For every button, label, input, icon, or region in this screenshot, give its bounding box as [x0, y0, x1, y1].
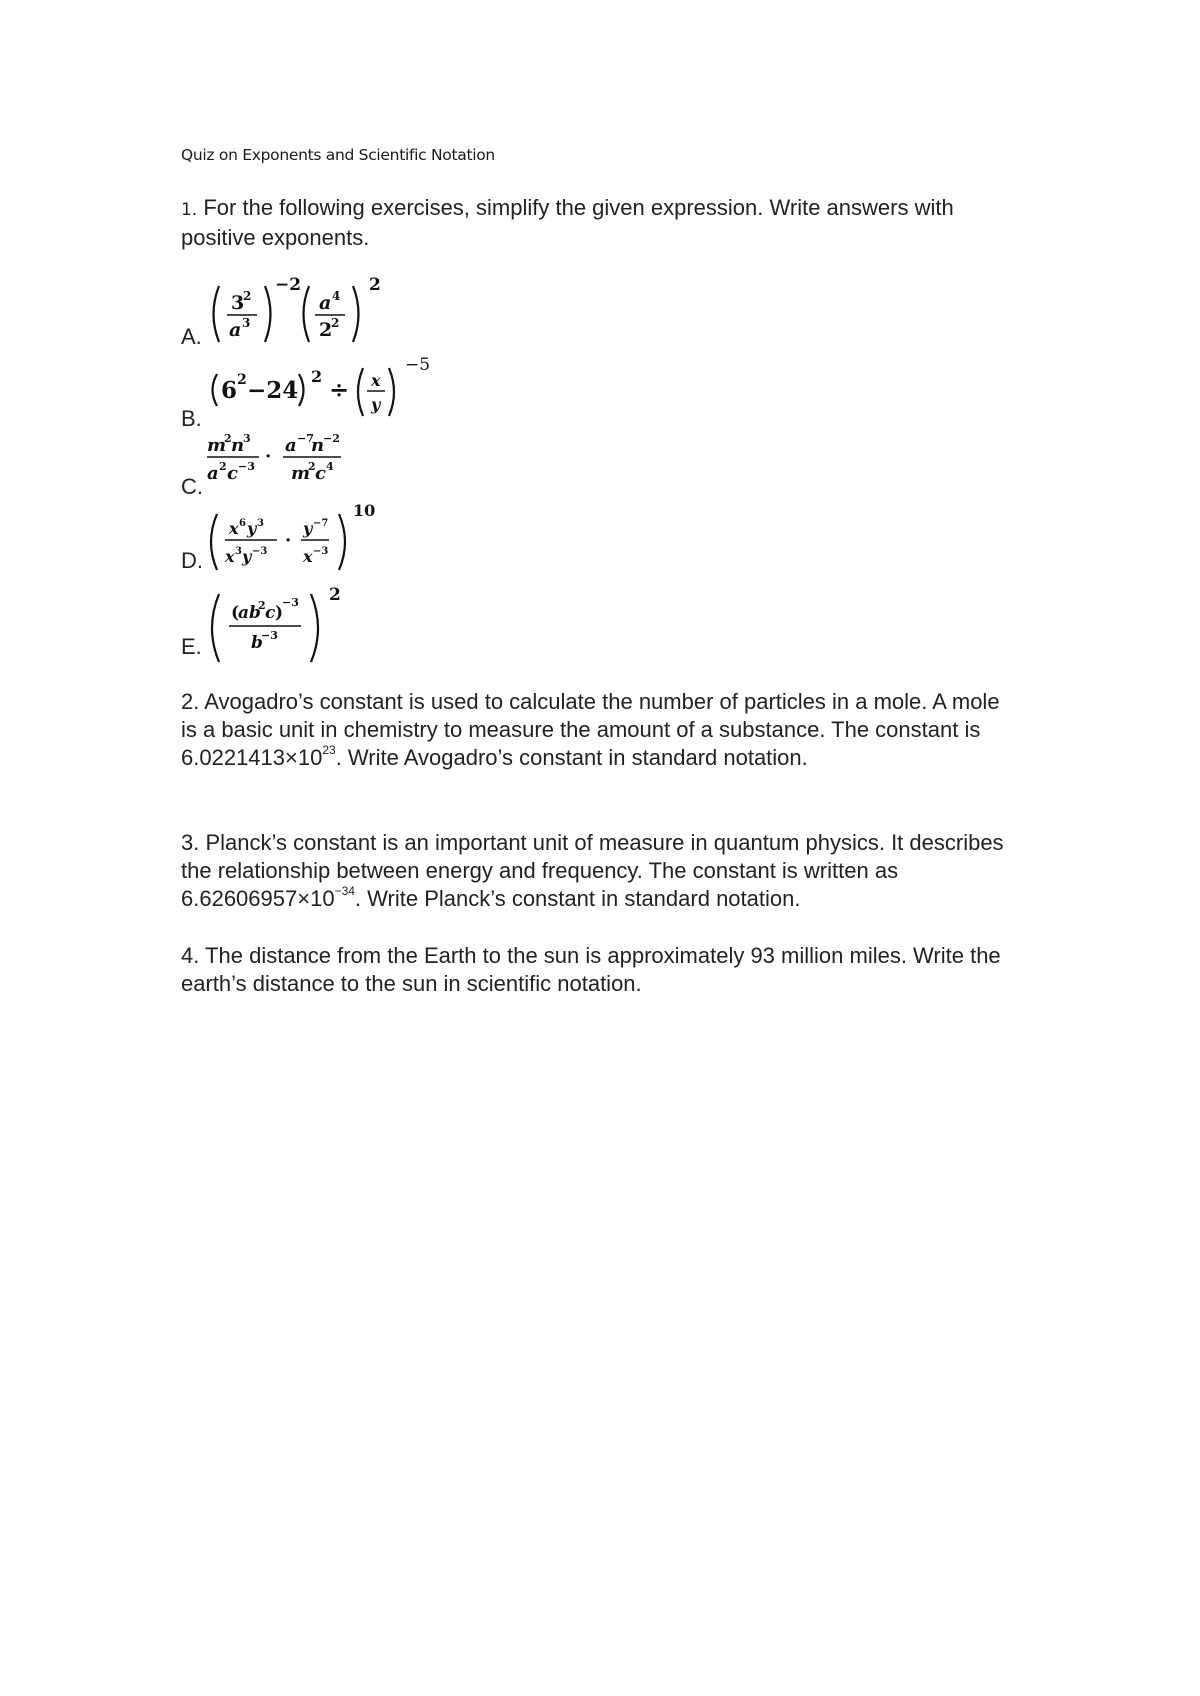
question-2-text-after: . Write Avogadro’s constant in standard notation.: [335, 745, 808, 770]
item-b-label: B.: [181, 406, 202, 431]
svg-text:x: x: [225, 547, 235, 566]
question-1-item-c: [181, 428, 581, 500]
svg-text:x: x: [371, 371, 381, 390]
item-c-label: C.: [181, 474, 203, 499]
svg-text:ab: ab: [238, 603, 261, 623]
question-1-item-a: [181, 275, 581, 350]
svg-text:−7: −7: [297, 432, 314, 445]
svg-text:c: c: [265, 603, 276, 623]
question-3-exponent: −34: [334, 883, 355, 898]
svg-text:b: b: [251, 633, 263, 653]
svg-text:m: m: [291, 463, 311, 484]
question-3: [181, 829, 1021, 913]
svg-text:a: a: [319, 292, 332, 314]
question-1-item-b: [181, 355, 581, 432]
svg-text:2: 2: [308, 460, 316, 473]
svg-text:−5: −5: [405, 355, 431, 375]
svg-text:−2: −2: [323, 432, 340, 445]
svg-text:3: 3: [235, 546, 242, 557]
svg-text:2: 2: [369, 275, 381, 295]
item-d-label: D.: [181, 548, 203, 573]
svg-text:−3: −3: [261, 629, 278, 642]
svg-text:−3: −3: [282, 596, 299, 609]
question-1: [181, 194, 1021, 252]
item-c-expression: [207, 428, 427, 488]
item-b-expression: [207, 355, 457, 420]
svg-text:·: ·: [265, 446, 272, 467]
svg-text:−3: −3: [252, 546, 268, 557]
svg-text:2: 2: [331, 316, 340, 330]
svg-text:y: y: [303, 519, 313, 538]
svg-text:−24: −24: [247, 377, 299, 404]
question-2-exponent: 23: [322, 742, 336, 757]
svg-text:a: a: [229, 319, 242, 341]
svg-text:c: c: [227, 463, 238, 484]
question-1-item-d: [181, 502, 581, 574]
svg-text:c: c: [315, 463, 326, 484]
svg-text:10: 10: [353, 501, 376, 520]
svg-text:a: a: [207, 463, 219, 484]
svg-text:y: y: [371, 395, 381, 414]
question-4-text: 4. The distance from the Earth to the sun is approximately 93 million miles. Write the earth’s distance to the sun in scientific notation.: [181, 943, 1001, 996]
svg-text:2: 2: [237, 372, 247, 388]
svg-text:2: 2: [219, 460, 227, 473]
svg-text:2: 2: [243, 289, 252, 303]
question-4: [181, 942, 1021, 998]
svg-text:x: x: [229, 519, 239, 538]
svg-text:3: 3: [243, 432, 251, 445]
svg-text:4: 4: [332, 289, 341, 303]
document-title: Quiz on Exponents and Scientific Notation: [181, 146, 495, 164]
question-3-text-before: 3. Planck’s constant is an important unit of measure in quantum physics. It describes the relationship between energy and frequency. The constant is written as 6.62606957×10: [181, 830, 1004, 911]
svg-text:3: 3: [231, 292, 245, 314]
question-1-text: For the following exercises, simplify the given expression. Write answers with positive exponents.: [181, 195, 954, 250]
svg-text:·: ·: [285, 530, 292, 551]
question-2: [181, 688, 1021, 772]
svg-text:2: 2: [329, 585, 341, 605]
svg-text:2: 2: [258, 599, 266, 612]
svg-text:−3: −3: [238, 460, 255, 473]
svg-text:x: x: [303, 547, 313, 566]
item-a-label: A.: [181, 324, 202, 349]
item-e-label: E.: [181, 634, 202, 659]
item-e-expression: [207, 585, 407, 662]
svg-text:2: 2: [224, 432, 232, 445]
question-2-text-before: 2. Avogadro’s constant is used to calculate the number of particles in a mole. A mole is a basic unit in chemistry to measure the amount of a substance. The constant is 6.0221413×10: [181, 689, 1000, 770]
svg-text:): ): [275, 603, 284, 623]
question-1-number: 1.: [181, 200, 198, 220]
svg-text:−2: −2: [275, 275, 302, 295]
svg-text:a: a: [285, 435, 297, 456]
svg-text:÷: ÷: [329, 375, 350, 404]
svg-text:4: 4: [326, 460, 334, 473]
question-3-text-after: . Write Planck’s constant in standard notation.: [354, 886, 801, 911]
svg-text:n: n: [311, 435, 325, 456]
svg-text:6: 6: [221, 377, 238, 404]
svg-text:y: y: [247, 519, 257, 538]
svg-text:−3: −3: [313, 546, 329, 557]
svg-text:−7: −7: [313, 518, 329, 529]
item-d-expression: [207, 502, 427, 574]
svg-text:2: 2: [311, 367, 323, 386]
svg-text:(: (: [231, 603, 240, 623]
svg-text:y: y: [242, 547, 252, 566]
svg-text:m: m: [207, 435, 227, 456]
item-a-expression: [207, 275, 427, 350]
svg-text:3: 3: [257, 518, 264, 529]
svg-text:6: 6: [239, 518, 246, 529]
svg-text:2: 2: [319, 319, 333, 341]
svg-text:n: n: [231, 435, 245, 456]
svg-text:3: 3: [242, 316, 251, 330]
question-1-item-e: [181, 585, 581, 660]
